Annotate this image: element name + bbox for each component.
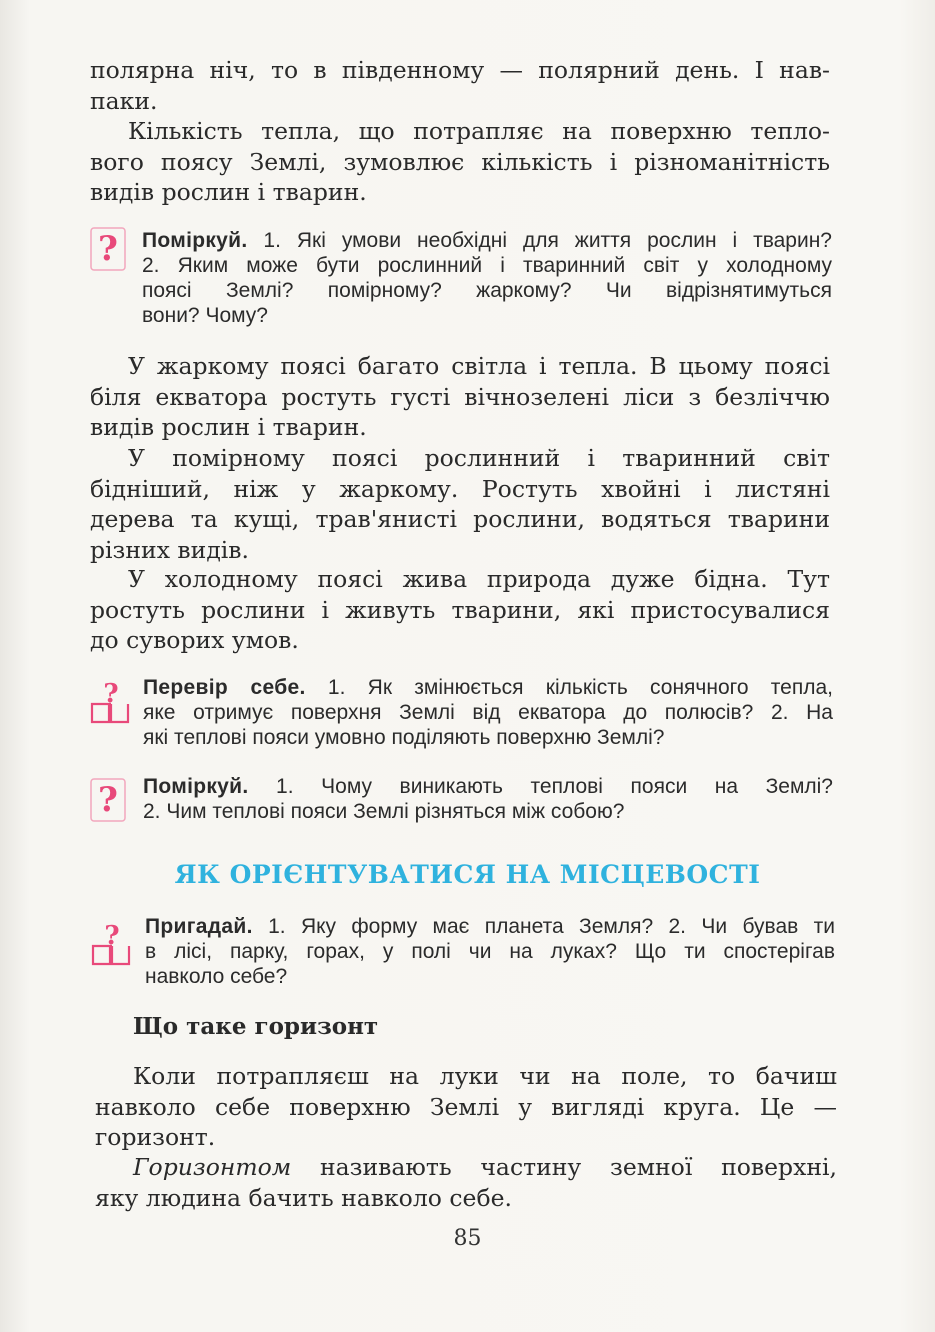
text-line: до суворих умов. (90, 626, 299, 654)
paragraph-cold-zone (90, 564, 830, 656)
paragraph-temperate-zone (90, 443, 830, 565)
svg-text:?: ? (98, 780, 118, 820)
text-line: У помірному поясі рослинний і тваринний світ (128, 444, 830, 472)
note-label: Поміркуй. (142, 229, 248, 252)
paragraph-hot-zone (90, 351, 830, 443)
note-text: 2. Яким може бути рослинний і тваринний світ у холодному (142, 254, 832, 277)
text-line: різних видів. (90, 535, 250, 564)
text-line: біля екватора ростуть густі вічнозелені ліси з безліччю (90, 382, 830, 411)
book-question-icon (89, 918, 133, 968)
svg-text:?: ? (103, 679, 119, 709)
note-label: Поміркуй. (143, 775, 249, 798)
paragraph-horizon-definition (95, 1152, 837, 1213)
paragraph-polar-night (90, 55, 830, 116)
text-fragment: називають частину земної поверхні, (291, 1153, 837, 1181)
note-text: які теплові пояси умовно поділяють поверхню Землі? (143, 726, 665, 749)
text-line: дерева та кущі, трав'янисті рослини, водяться тварини (90, 505, 830, 533)
note-text: в лісі, парку, горах, у полі чи на луках? Що ти спостерігав (145, 940, 835, 963)
note-text: 1. Які умови необхідні для життя рослин і тварин? (247, 229, 832, 252)
text-line: ростуть рослини і живуть тварини, які пристосувалися (90, 595, 830, 624)
note-text: вони? Чому? (142, 304, 268, 327)
svg-text:?: ? (98, 229, 118, 269)
note-text: навколо себе? (145, 965, 288, 988)
question-icon (88, 775, 130, 825)
note-text: 1. Чому виникають теплові пояси на Землі? (248, 775, 833, 798)
text-line: вого поясу Землі, зумовлює кількість і різноманітність (90, 147, 830, 176)
note-text: 1. Яку форму має планета Земля? 2. Чи бував ти (252, 915, 835, 938)
note-check-yourself (143, 675, 833, 750)
text-line: У холодному поясі жива природа дуже бідна. Тут (128, 565, 830, 593)
term-horizon: Горизонтом (133, 1153, 292, 1181)
text-line: полярна ніч, то в південному — полярний день. І нав- (90, 56, 830, 84)
book-question-icon (88, 676, 132, 726)
text-line: яку людина бачить навколо себе. (95, 1183, 512, 1212)
svg-text:?: ? (104, 921, 120, 951)
note-think-1 (142, 228, 832, 328)
text-line: Коли потрапляєш на луки чи на поле, то бачиш (133, 1062, 837, 1090)
text-line: навколо себе поверхню Землі у вигляді круга. Це — (95, 1092, 837, 1121)
paragraph-heat-amount (90, 116, 830, 208)
note-text: 2. Чим теплові пояси Землі різняться між собою? (143, 800, 625, 823)
text-line: паки. (90, 86, 158, 115)
text-line: горизонт. (95, 1123, 216, 1151)
paragraph-horizon (95, 1061, 837, 1153)
question-icon (88, 224, 130, 274)
text-line: видів рослин і тварин. (90, 413, 367, 441)
note-text: яке отримує поверхня Землі від екватора до полюсів? 2. На (143, 701, 833, 724)
note-text: поясі Землі? помірному? жаркому? Чи відрізнятимуться (142, 279, 832, 302)
text-line: видів рослин і тварин. (90, 178, 367, 206)
note-label: Перевір себе. (143, 676, 306, 699)
page-number: 85 (453, 1226, 482, 1251)
text-line: У жаркому поясі багато світла і тепла. В цьому поясі (128, 352, 830, 380)
text-line: бідніший, ніж у жаркому. Ростуть хвойні і листяні (90, 474, 830, 503)
section-title: ЯК ОРІЄНТУВАТИСЯ НА МІСЦЕВОСТІ (174, 860, 761, 889)
note-think-2 (143, 774, 833, 824)
text-line: Кількість тепла, що потрапляє на поверхню тепло- (128, 117, 830, 145)
note-label: Пригадай. (145, 915, 253, 938)
subsection-title: Що таке горизонт (133, 1013, 379, 1040)
note-recall (145, 914, 835, 989)
note-text: 1. Як змінюється кількість сонячного тепла, (305, 676, 833, 699)
